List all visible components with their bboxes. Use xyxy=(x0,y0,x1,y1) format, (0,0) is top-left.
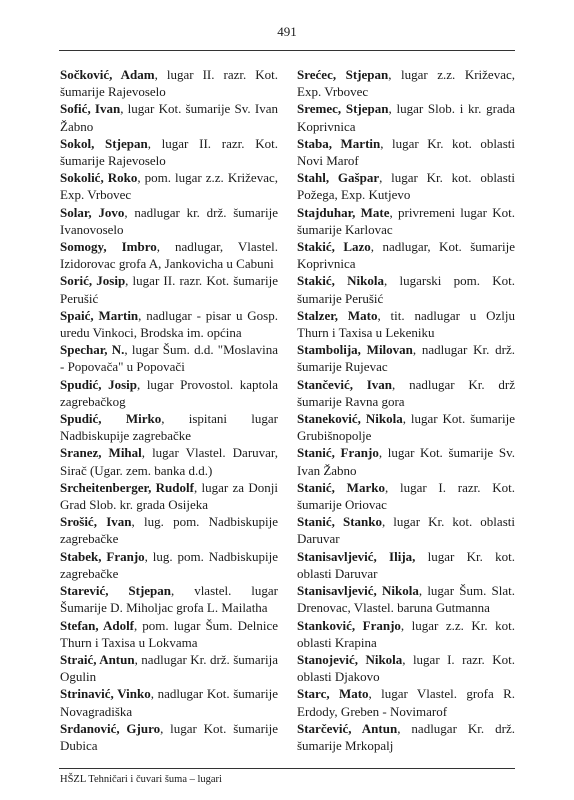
list-item xyxy=(60,685,278,719)
entry-name: Sremec, Stjepan xyxy=(297,101,389,117)
list-item xyxy=(60,341,278,375)
entry-text: , lugar Vlastel. grofa R. Erdody, Greben - Novimarof xyxy=(297,686,515,719)
list-item xyxy=(60,100,278,134)
entry-name: Srećec, Stjepan xyxy=(297,67,389,82)
entry-name: Staba, Martin xyxy=(297,135,381,151)
list-item xyxy=(297,307,515,341)
entry-text: , lugar Kr. kot. oblasti Požega, Exp. Kutjevo xyxy=(297,170,515,203)
entry-name: Srcheitenberger, Rudolf xyxy=(60,479,194,495)
list-item xyxy=(60,479,278,513)
entry-text: , privremeni lugar Kot. šumarije Karlovac xyxy=(297,204,516,237)
list-item xyxy=(60,307,278,341)
entry-text: , lugar Kr. kot. oblasti Daruvar xyxy=(297,514,515,547)
entry-text: , nadlugar Kr. drž. šumarije Rujevac xyxy=(297,342,515,375)
list-item xyxy=(297,238,515,272)
entry-text: , lugar Kot. šumarije Sv. Ivan Žabno xyxy=(60,101,278,134)
list-item xyxy=(297,617,515,651)
entry-name: Sokol, Stjepan xyxy=(60,135,148,151)
list-item xyxy=(60,651,278,685)
entry-name: Sranez, Mihal xyxy=(60,445,142,461)
entry-text: , lugar Kot. šumarije Dubica xyxy=(60,720,278,753)
list-item xyxy=(297,376,515,410)
list-item xyxy=(297,204,515,238)
entry-text: , nadlugar Kr. drž. šumarija Ogulin xyxy=(60,651,279,685)
list-item xyxy=(297,720,515,754)
list-item xyxy=(60,582,278,616)
entry-text: , nadlugar Kr. drž šumarije Ravna gora xyxy=(297,376,515,409)
entry-name: Stanković, Franjo xyxy=(297,617,401,633)
list-item xyxy=(297,135,515,169)
entry-name: Stančević, Ivan xyxy=(297,376,393,392)
entry-text: , lug. pom. Nadbiskupije zagrebačke xyxy=(60,548,279,581)
list-item xyxy=(60,169,278,203)
entry-text: , nadlugar - pisar u Gosp. uredu Vinkoci, Brodska im. općina xyxy=(60,307,278,341)
list-item xyxy=(297,169,515,203)
entry-name: Stakić, Lazo xyxy=(297,239,371,255)
entry-text: , lugar II. razr. Kot. šumarije Perušić xyxy=(60,273,278,306)
entry-name: Stanisavljević, Nikola xyxy=(297,583,419,599)
entry-name: Srdanović, Gjuro xyxy=(60,720,161,736)
entry-name: Sorić, Josip xyxy=(60,273,126,289)
entry-text: , vlastel. lugar Šumarije D. Miholjac grofa L. Mailatha xyxy=(60,583,278,616)
entry-name: Sofić, Ivan xyxy=(60,101,121,117)
running-footer: HŠZL Tehničari i čuvari šuma – lugari xyxy=(60,774,222,785)
list-item xyxy=(297,410,515,444)
entry-name: Stabek, Franjo xyxy=(60,548,145,564)
list-item xyxy=(60,204,278,238)
entry-name: Staneković, Nikola xyxy=(297,411,403,427)
entry-name: Sokolić, Roko xyxy=(60,170,138,186)
entry-name: Stambolija, Milovan xyxy=(297,342,413,358)
header-rule xyxy=(59,50,515,51)
list-item xyxy=(60,513,278,547)
entry-name: Stefan, Adolf xyxy=(60,617,135,633)
list-item xyxy=(60,720,278,754)
list-item xyxy=(60,410,278,444)
entry-name: Stanić, Franjo xyxy=(297,445,379,461)
entry-text: , nadlugar Kr. drž. šumarije Mrkopalj xyxy=(297,720,515,753)
entry-text: , pom. lugar z.z. Križevac, Exp. Vrbovec xyxy=(60,170,278,203)
entry-text: , pom. lugar Šum. Delnice Thurn i Taxisa u Lokvama xyxy=(60,617,278,650)
right-column xyxy=(297,66,515,754)
entry-name: Stanić, Stanko xyxy=(297,514,382,530)
entry-name: Spechar, N. xyxy=(60,342,125,358)
entry-text: , lugar z.z. Kr. kot. oblasti Krapina xyxy=(297,617,515,650)
footer-rule xyxy=(59,768,515,769)
entry-name: Starčević, Antun xyxy=(297,720,398,736)
entry-name: Stakić, Nikola xyxy=(297,273,385,289)
entry-text: , tit. nadlugar u Ozlju Thurn i Taxisa u Lekeniku xyxy=(297,307,515,341)
entry-text: , lugar z.z. Križevac, Exp. Vrbovec xyxy=(297,67,515,100)
list-item xyxy=(60,238,278,272)
entry-text: , nadlugar, Kot. šumarije Koprivnica xyxy=(297,239,515,272)
list-item xyxy=(297,444,515,478)
entry-name: Sočković, Adam xyxy=(60,67,155,82)
entry-text: , lugarski pom. Kot. šumarije Perušić xyxy=(297,273,515,306)
list-item xyxy=(60,617,278,651)
entry-name: Spaić, Martin xyxy=(60,307,139,323)
entry-text: , lugar Slob. i kr. grada Koprivnica xyxy=(297,101,515,134)
entry-name: Spudić, Mirko xyxy=(60,411,162,427)
entry-text: , lug. pom. Nadbiskupije zagrebačke xyxy=(60,514,278,547)
list-item xyxy=(60,376,278,410)
entry-name: Stanić, Marko xyxy=(297,479,385,495)
entry-text: , lugar Vlastel. Daruvar, Sirač (Ugar. zem. banka d.d.) xyxy=(60,445,278,478)
list-item xyxy=(297,66,515,100)
entry-name: Stalzer, Mato xyxy=(297,307,378,323)
left-column xyxy=(60,66,278,754)
entry-name: Stanisavljević, Ilija, xyxy=(297,548,416,564)
list-item xyxy=(297,341,515,375)
entry-name: Somogy, Imbro xyxy=(60,239,157,255)
list-item xyxy=(60,272,278,306)
entry-text: , lugar I. razr. Kot. oblasti Djakovo xyxy=(297,651,515,685)
entry-text: , ispitani lugar Nadbiskupije zagrebačke xyxy=(60,411,278,444)
list-item xyxy=(60,135,278,169)
page-number: 491 xyxy=(277,24,297,39)
entry-text: , lugar Provostol. kaptola zagrebačkog xyxy=(60,376,278,409)
entry-name: Spudić, Josip xyxy=(60,376,138,392)
list-item xyxy=(297,548,515,582)
list-item xyxy=(297,272,515,306)
entry-text: , lugar Šum. Slat. Drenovac, Vlastel. baruna Gutmanna xyxy=(297,583,515,616)
entry-name: Straić, Antun xyxy=(60,651,135,667)
entry-text: , lugar I. razr. Kot. šumarije Oriovac xyxy=(297,479,515,513)
entry-name: Stanojević, Nikola xyxy=(297,651,403,667)
entry-text: , nadlugar, Vlastel. Izidorovac grofa A, Jankovicha u Cabuni xyxy=(60,239,278,272)
list-item xyxy=(297,651,515,685)
entry-name: Stajduhar, Mate xyxy=(297,204,390,220)
list-item xyxy=(297,479,515,513)
list-item xyxy=(60,66,278,100)
entry-text: , lugar Kot. šumarije Grubišnopolje xyxy=(297,411,515,444)
entry-text: , nadlugar Kot. šumarije Novagradiška xyxy=(60,686,279,719)
list-item xyxy=(297,685,515,719)
entry-name: Stahl, Gašpar xyxy=(297,170,380,186)
entry-name: Starc, Mato xyxy=(297,686,369,702)
entry-name: Starević, Stjepan xyxy=(60,583,172,599)
entry-text: , lugar II. razr. Kot. šumarije Rajevoselo xyxy=(60,67,278,100)
entry-name: Solar, Jovo xyxy=(60,204,125,220)
entry-text: , lugar za Donji Grad Slob. kr. grada Osijeka xyxy=(60,479,278,513)
list-item xyxy=(60,444,278,478)
entry-text: , lugar Šum. d.d. "Moslavina - Popovača" u Popovači xyxy=(60,342,278,375)
entry-text: , lugar Kr. kot. oblasti Novi Marof xyxy=(297,135,515,169)
list-item xyxy=(60,548,278,582)
entry-text: , nadlugar kr. drž. šumarije Ivanovoselo xyxy=(60,204,278,237)
entry-name: Strinavić, Vinko xyxy=(60,686,151,702)
list-item xyxy=(297,582,515,616)
entry-text: lugar Kr. kot. oblasti Daruvar xyxy=(297,548,515,581)
list-item xyxy=(297,100,515,134)
list-item xyxy=(297,513,515,547)
entry-text: , lugar II. razr. Kot. šumarije Rajevoselo xyxy=(60,135,278,169)
entry-text: , lugar Kot. šumarije Sv. Ivan Žabno xyxy=(297,445,515,478)
entry-name: Srošić, Ivan xyxy=(60,514,132,530)
